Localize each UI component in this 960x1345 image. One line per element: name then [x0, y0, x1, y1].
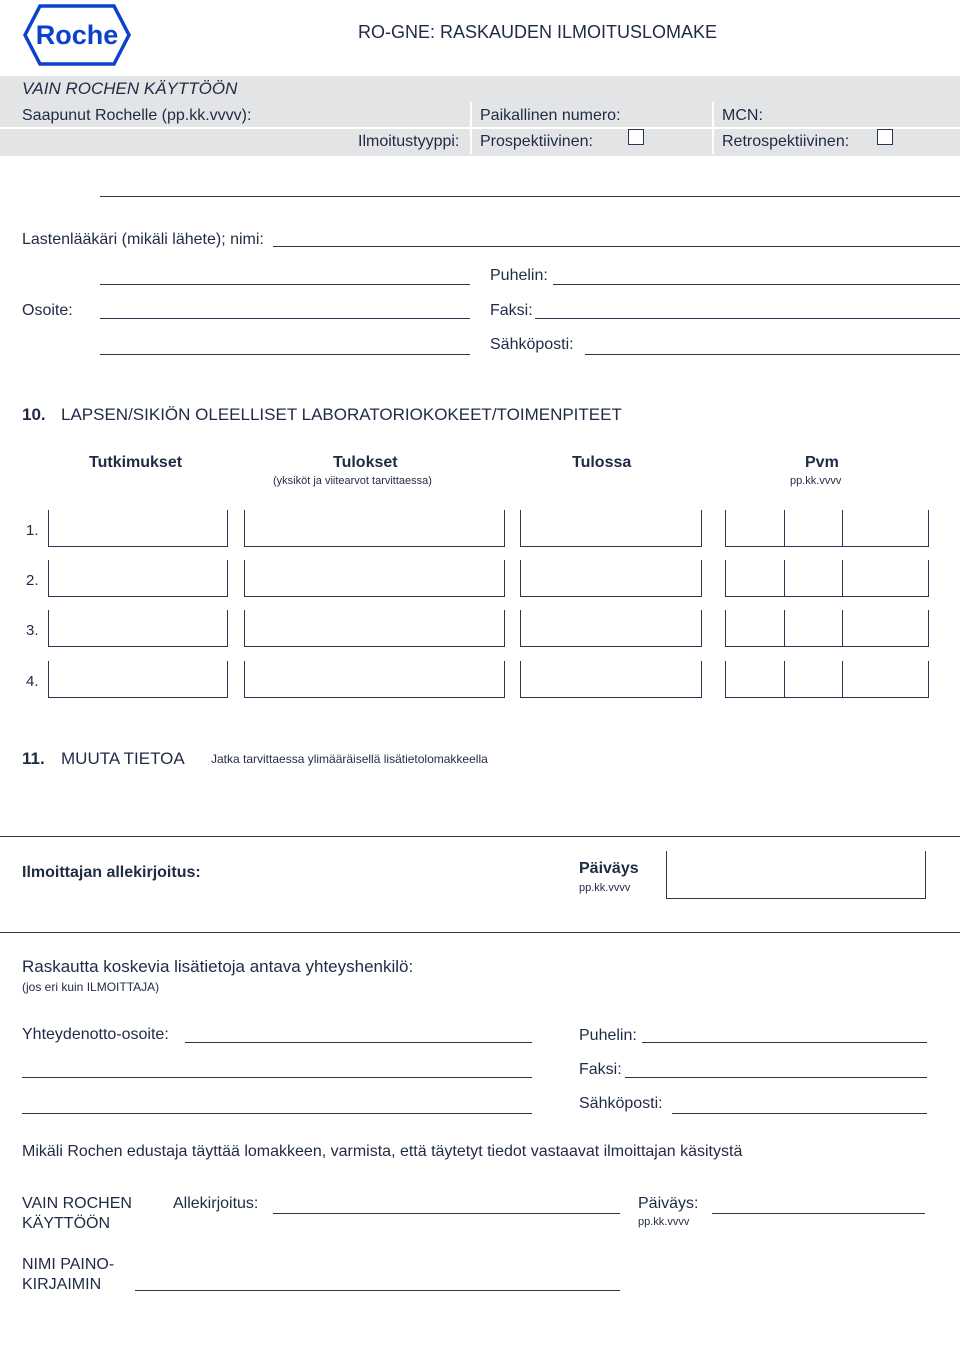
- footer-date-label: Päiväys:: [638, 1195, 699, 1212]
- contact-address-line-3[interactable]: [22, 1113, 532, 1114]
- form-title: RO-GNE: RASKAUDEN ILMOITUSLOMAKE: [358, 22, 718, 42]
- received-date-label: Saapunut Rochelle (pp.kk.vvvv):: [22, 107, 252, 124]
- fax-label: Faksi:: [490, 302, 533, 319]
- top-fill-line[interactable]: [100, 196, 960, 197]
- footer-office-line-2: KÄYTTÖÖN: [22, 1215, 111, 1232]
- section-11-bottom-line: [0, 836, 960, 837]
- col-date-header: Pvm: [805, 454, 839, 471]
- footer-name-line[interactable]: [135, 1290, 620, 1291]
- address-line-1[interactable]: [100, 284, 470, 285]
- lab-row-2-pending[interactable]: [520, 560, 702, 597]
- lab-row-1-number: 1.: [26, 522, 39, 539]
- col-date-format: pp.kk.vvvv: [790, 475, 842, 487]
- lab-row-4-pending[interactable]: [520, 661, 702, 698]
- lab-row-3-date-sep-2: [842, 610, 843, 646]
- address-label: Osoite:: [22, 302, 73, 319]
- lab-row-4-date-sep-2: [842, 661, 843, 697]
- lab-row-1-date-sep-2: [842, 510, 843, 546]
- address-line-3[interactable]: [100, 354, 470, 355]
- contact-email-label: Sähköposti:: [579, 1095, 663, 1112]
- mcn-label: MCN:: [722, 107, 763, 124]
- pediatrician-name-label: Lastenlääkäri (mikäli lähete); nimi:: [22, 231, 264, 248]
- pediatrician-name-line[interactable]: [273, 246, 960, 247]
- lab-row-3-test[interactable]: [48, 610, 228, 647]
- lab-row-2-number: 2.: [26, 572, 39, 589]
- reporter-signature-label: Ilmoittajan allekirjoitus:: [22, 864, 201, 881]
- lab-row-1-test[interactable]: [48, 510, 228, 547]
- contact-phone-label: Puhelin:: [579, 1027, 637, 1044]
- email-line[interactable]: [585, 354, 960, 355]
- lab-row-4-result[interactable]: [244, 661, 505, 698]
- lab-row-4-date[interactable]: [725, 661, 929, 698]
- signature-date-field[interactable]: [666, 851, 926, 899]
- footer-name-line-1: NIMI PAINO-: [22, 1256, 115, 1273]
- lab-row-2-date-sep-1: [784, 560, 785, 596]
- contact-fax-label: Faksi:: [579, 1061, 622, 1078]
- lab-row-3-result[interactable]: [244, 610, 505, 647]
- section-11-note: Jatka tarvittaessa ylimääräisellä lisätietolomakkeella: [211, 752, 488, 766]
- retrospective-label: Retrospektiivinen:: [722, 133, 850, 150]
- contact-address-label: Yhteydenotto-osoite:: [22, 1026, 169, 1043]
- footer-office-line-1: VAIN ROCHEN: [22, 1195, 132, 1212]
- lab-row-3-date-sep-1: [784, 610, 785, 646]
- email-label: Sähköposti:: [490, 336, 574, 353]
- local-number-label: Paikallinen numero:: [480, 107, 621, 124]
- contact-heading: Raskautta koskevia lisätietoja antava yhteyshenkilö:: [22, 957, 414, 976]
- col-results-note: (yksiköt ja viitearvot tarvittaessa): [273, 475, 432, 487]
- footer-signature-label: Allekirjoitus:: [173, 1195, 259, 1212]
- lab-row-1-date[interactable]: [725, 510, 929, 547]
- section-11-number: 11.: [22, 749, 45, 768]
- contact-phone-line[interactable]: [642, 1042, 927, 1043]
- col-pending-header: Tulossa: [572, 454, 632, 471]
- office-row-divider: [0, 127, 960, 129]
- footer-date-format: pp.kk.vvvv: [638, 1216, 690, 1228]
- section-10-title: LAPSEN/SIKIÖN OLEELLISET LABORATORIOKOKEET/TOIMENPITEET: [61, 405, 622, 424]
- fax-line[interactable]: [535, 318, 960, 319]
- section-11-title: MUUTA TIETOA: [61, 749, 185, 768]
- svg-text:Roche: Roche: [35, 20, 119, 50]
- contact-address-line-2[interactable]: [22, 1077, 532, 1078]
- lab-row-4-test[interactable]: [48, 661, 228, 698]
- footer-name-line-2: KIRJAIMIN: [22, 1276, 102, 1293]
- prospective-label: Prospektiivinen:: [480, 133, 593, 150]
- representative-note: Mikäli Rochen edustaja täyttää lomakkeen, varmista, että täytetyt tiedot vastaavat ilmoittajan käsitystä: [22, 1143, 743, 1160]
- signature-bottom-line: [0, 932, 960, 933]
- report-type-label: Ilmoitustyyppi:: [358, 133, 460, 150]
- retrospective-checkbox[interactable]: [877, 129, 893, 145]
- contact-email-line[interactable]: [672, 1113, 927, 1114]
- phone-line[interactable]: [553, 284, 960, 285]
- lab-row-2-date-sep-2: [842, 560, 843, 596]
- lab-row-1-pending[interactable]: [520, 510, 702, 547]
- lab-row-4-date-sep-1: [784, 661, 785, 697]
- footer-date-line[interactable]: [712, 1213, 925, 1214]
- roche-logo: [22, 4, 132, 66]
- footer-signature-line[interactable]: [273, 1213, 620, 1214]
- lab-row-3-date[interactable]: [725, 610, 929, 647]
- lab-row-2-date[interactable]: [725, 560, 929, 597]
- lab-row-3-number: 3.: [26, 622, 39, 639]
- prospective-checkbox[interactable]: [628, 129, 644, 145]
- col-results-header: Tulokset: [333, 454, 398, 471]
- office-use-heading: VAIN ROCHEN KÄYTTÖÖN: [22, 79, 238, 98]
- lab-row-3-pending[interactable]: [520, 610, 702, 647]
- lab-row-1-date-sep-1: [784, 510, 785, 546]
- signature-date-label: Päiväys: [579, 860, 639, 877]
- lab-row-2-result[interactable]: [244, 560, 505, 597]
- col-tests-header: Tutkimukset: [89, 454, 183, 471]
- lab-row-1-result[interactable]: [244, 510, 505, 547]
- contact-address-line-1[interactable]: [185, 1042, 532, 1043]
- phone-label: Puhelin:: [490, 267, 548, 284]
- signature-date-format: pp.kk.vvvv: [579, 882, 631, 894]
- lab-row-2-test[interactable]: [48, 560, 228, 597]
- section-10-number: 10.: [22, 405, 46, 424]
- contact-subheading: (jos eri kuin ILMOITTAJA): [22, 980, 160, 994]
- address-line-2[interactable]: [100, 318, 470, 319]
- contact-fax-line[interactable]: [625, 1077, 927, 1078]
- lab-row-4-number: 4.: [26, 673, 39, 690]
